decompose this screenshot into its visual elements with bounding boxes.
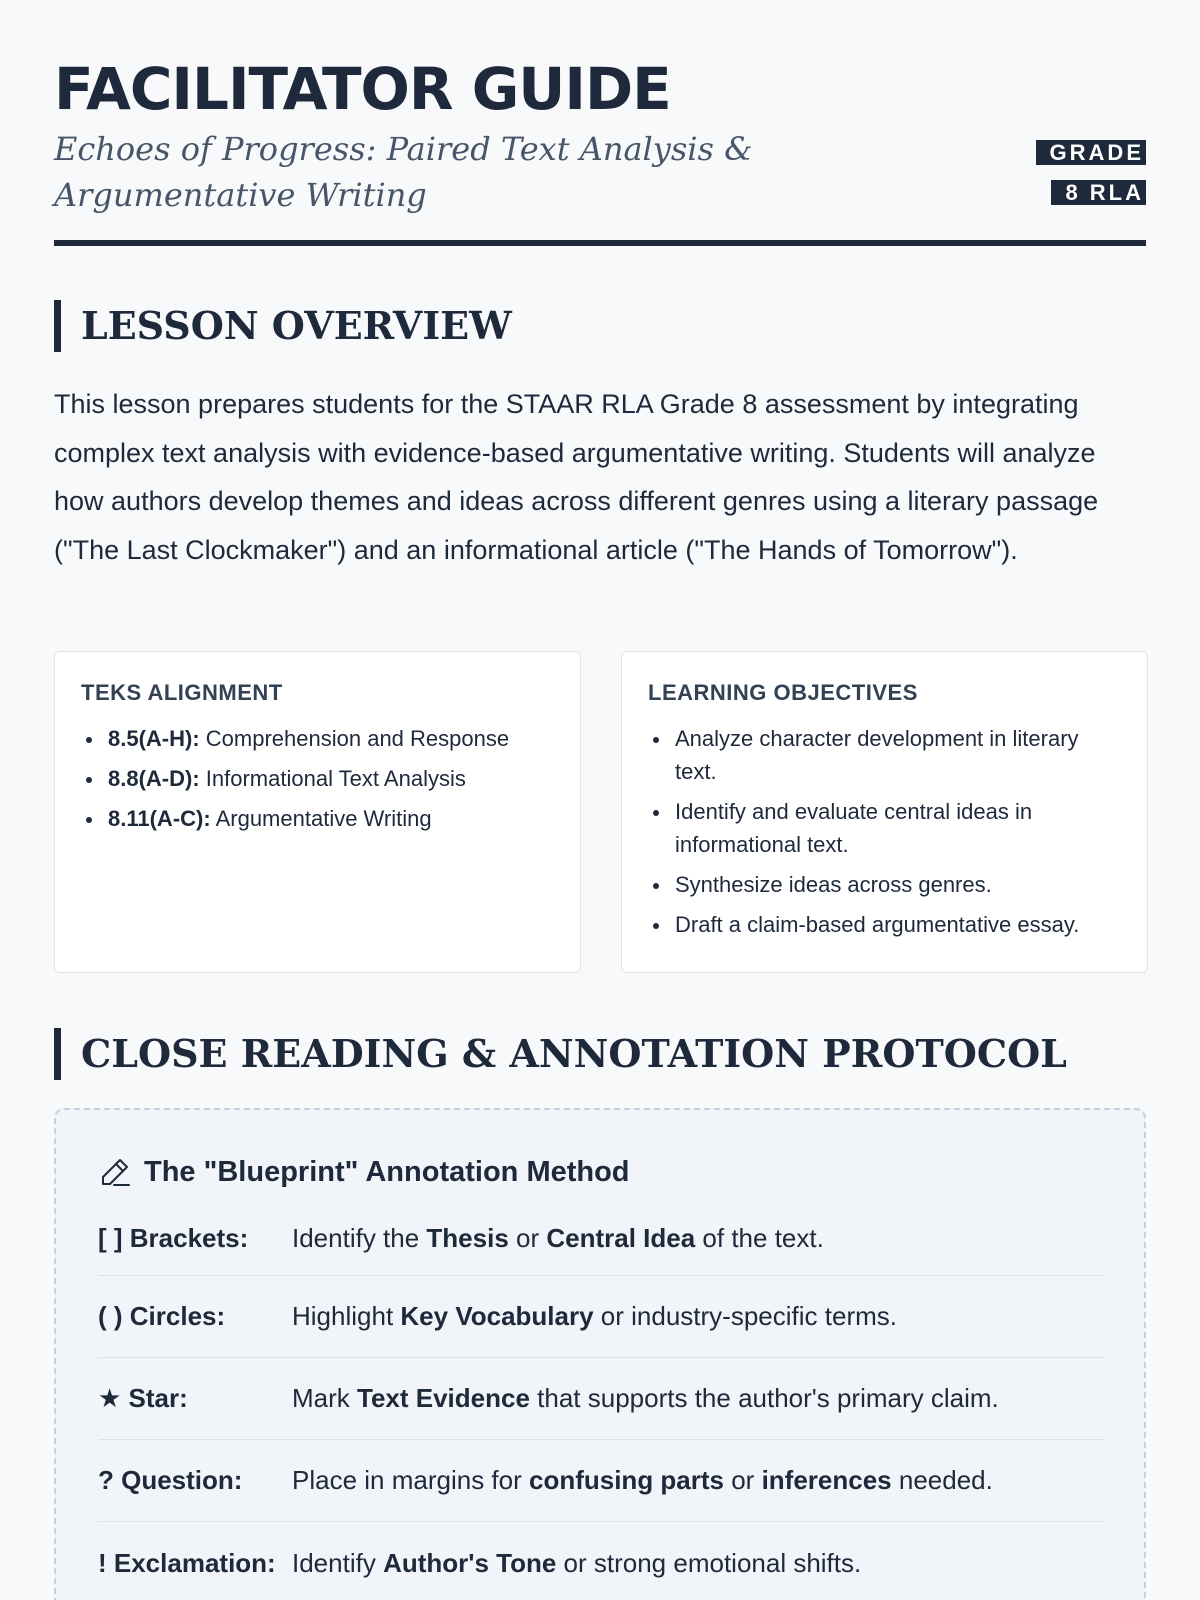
objectives-card-title: LEARNING OBJECTIVES (648, 680, 918, 705)
page-subtitle: Echoes of Progress: Paired Text Analysis & Argumentative Writing (54, 130, 753, 214)
teks-description: Argumentative Writing (210, 806, 432, 831)
desc-text: Identify the (292, 1223, 427, 1253)
desc-text: or industry-specific terms. (593, 1301, 897, 1331)
annotation-description (292, 1301, 897, 1332)
desc-text: of the text. (695, 1223, 824, 1253)
list-item (81, 762, 554, 795)
list-item: Analyze character development in literary text. (648, 722, 1121, 788)
table-row (98, 1440, 1104, 1522)
list-item (81, 802, 554, 835)
teks-list (81, 722, 554, 835)
desc-emphasis: Author's Tone (383, 1547, 557, 1578)
annotation-protocol-heading: CLOSE READING & ANNOTATION PROTOCOL (54, 1028, 1067, 1080)
desc-emphasis: Text Evidence (357, 1383, 530, 1413)
annotation-symbol-label: ? Question: (98, 1465, 243, 1495)
desc-emphasis: inferences (761, 1465, 892, 1495)
desc-text: Mark (292, 1383, 357, 1413)
desc-emphasis: Key Vocabulary (400, 1301, 594, 1331)
lesson-overview-heading: LESSON OVERVIEW (54, 300, 512, 352)
teks-description: Informational Text Analysis (199, 766, 466, 791)
annotation-symbol-label: ★ Star: (98, 1383, 188, 1413)
annotation-description (292, 1223, 824, 1254)
objectives-list (648, 722, 1121, 941)
annotation-method-title-text: The "Blueprint" Annotation Method (144, 1155, 630, 1188)
annotation-rows (98, 1202, 1104, 1600)
teks-alignment-card (54, 651, 581, 973)
lesson-overview-text: This lesson prepares students for the STAAR RLA Grade 8 assessment by integrating complex text analysis with evidence-based argumentative writing. Students will analyze how authors develop themes and ideas across different genres using a literary passage ("The Last Clockmaker") and an informational article ("The Hands of Tomorrow"). (54, 389, 1099, 565)
table-row (98, 1522, 1104, 1600)
annotation-method-title (98, 1150, 1102, 1194)
annotation-method-box (54, 1108, 1146, 1600)
teks-code: 8.11(A-C): (108, 806, 211, 831)
page-title: FACILITATOR GUIDE (54, 55, 671, 123)
annotation-symbol-label: [ ] Brackets: (98, 1223, 249, 1253)
desc-emphasis: confusing parts (528, 1465, 724, 1495)
desc-text: Identify (292, 1547, 384, 1578)
annotation-description (292, 1383, 999, 1414)
table-row (98, 1358, 1104, 1440)
annotation-symbol-label: ( ) Circles: (98, 1301, 226, 1331)
annotation-symbol-label: ! Exclamation: (98, 1547, 276, 1578)
teks-description: Comprehension and Response (199, 726, 510, 751)
desc-text: or (724, 1465, 762, 1495)
desc-text: or (508, 1223, 547, 1253)
grade-badge-label: GRADE 8 RLA (1036, 140, 1146, 205)
teks-code: 8.8(A-D): (108, 766, 200, 791)
annotation-description (292, 1548, 861, 1579)
list-item: Synthesize ideas across genres. (648, 868, 1121, 901)
desc-emphasis: Thesis (426, 1223, 509, 1253)
teks-card-title: TEKS ALIGNMENT (81, 680, 283, 705)
desc-text: or strong emotional shifts. (556, 1547, 862, 1578)
pencil-icon (98, 1155, 132, 1189)
annotation-description (292, 1465, 993, 1496)
list-item: Draft a claim-based argumentative essay. (648, 908, 1121, 941)
grade-badge (1016, 133, 1146, 213)
teks-code: 8.5(A-H): (108, 726, 200, 751)
guide-header (54, 0, 1146, 246)
desc-text: that supports the author's primary claim. (529, 1383, 999, 1413)
desc-text: needed. (891, 1465, 993, 1495)
table-row (98, 1202, 1104, 1276)
list-item (81, 722, 554, 755)
desc-text: Place in margins for (292, 1465, 529, 1495)
table-row (98, 1276, 1104, 1358)
list-item: Identify and evaluate central ideas in informational text. (648, 795, 1121, 861)
desc-emphasis: Central Idea (546, 1223, 696, 1253)
desc-text: Highlight (292, 1301, 401, 1331)
learning-objectives-card (621, 651, 1148, 973)
